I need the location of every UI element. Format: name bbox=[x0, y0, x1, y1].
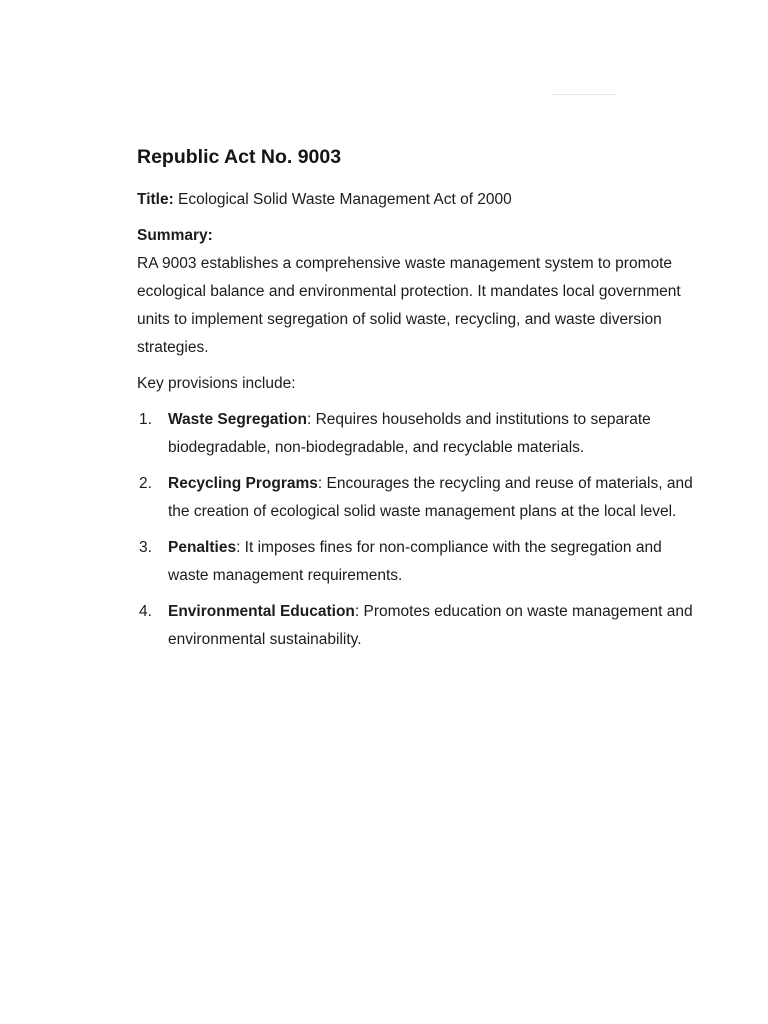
act-title-line bbox=[137, 186, 697, 214]
list-item bbox=[137, 406, 697, 462]
summary-label: Summary: bbox=[137, 227, 213, 244]
summary-text: RA 9003 establishes a comprehensive waste management system to promote ecological balance and environmental protection. It mandates local government units to implement segregation of solid waste, recycling, and waste diversion strategies. bbox=[137, 255, 681, 356]
title-value: Ecological Solid Waste Management Act of 2000 bbox=[173, 191, 512, 208]
list-item-term: Environmental Education bbox=[168, 603, 355, 620]
list-item-text: : Encourages the recycling and reuse of materials, and the creation of ecological solid waste management plans at the local level. bbox=[168, 475, 693, 520]
title-label: Title: bbox=[137, 191, 174, 208]
list-item-text: : It imposes fines for non-compliance with the segregation and waste management requirements. bbox=[168, 539, 662, 584]
list-item-text: : Promotes education on waste management and environmental sustainability. bbox=[168, 603, 693, 648]
list-item bbox=[137, 470, 697, 526]
document-body bbox=[137, 145, 697, 662]
page-divider bbox=[551, 94, 617, 95]
list-item bbox=[137, 598, 697, 654]
list-item-number: 3. bbox=[139, 539, 152, 556]
list-item-number: 2. bbox=[139, 475, 152, 492]
provisions-list bbox=[137, 406, 697, 654]
page-title: Republic Act No. 9003 bbox=[137, 146, 342, 168]
list-item bbox=[137, 534, 697, 590]
list-item-text: : Requires households and institutions to separate biodegradable, non-biodegradable, and recyclable materials. bbox=[168, 411, 651, 456]
list-item-term: Waste Segregation bbox=[168, 411, 307, 428]
list-item-number: 1. bbox=[139, 411, 152, 428]
list-item-term: Recycling Programs bbox=[168, 475, 318, 492]
list-item-number: 4. bbox=[139, 603, 152, 620]
list-item-term: Penalties bbox=[168, 539, 237, 556]
provisions-intro: Key provisions include: bbox=[137, 375, 296, 392]
